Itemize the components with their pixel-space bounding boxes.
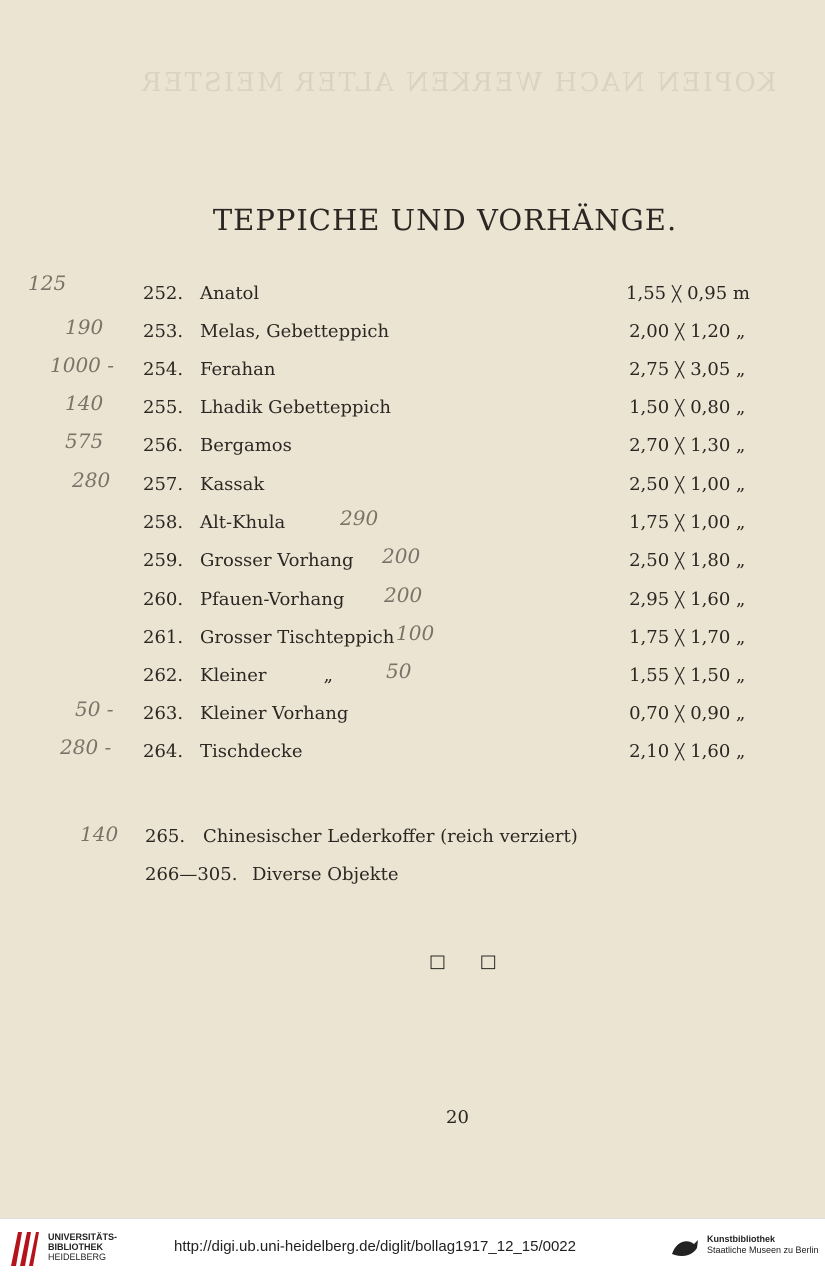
dimension-width: 2,95 <box>629 589 670 610</box>
source-url-link[interactable]: http://digi.ub.uni-heidelberg.de/diglit/bollag1917_12_15/0022 <box>174 1238 576 1255</box>
multiply-icon: ╳ <box>675 667 685 685</box>
page-title: TEPPICHE UND VORHÄNGE. <box>212 203 678 237</box>
dimension-unit: „ <box>736 627 746 648</box>
item-dimensions <box>629 627 750 648</box>
catalog-row <box>0 544 825 580</box>
handwritten-price-note: 290 <box>340 506 379 530</box>
catalog-row <box>0 315 825 351</box>
catalog-row <box>0 429 825 465</box>
item-number: 262. <box>143 665 184 686</box>
item-name: Kassak <box>200 474 265 495</box>
item-name: Pfauen-Vorhang <box>200 589 345 610</box>
item-number: 254. <box>143 359 184 380</box>
handwritten-price-note: 200 <box>382 544 421 568</box>
catalog-row <box>0 583 825 619</box>
dimension-height: 0,95 <box>687 283 728 304</box>
item-number: 257. <box>143 474 184 495</box>
item-dimensions <box>629 550 750 571</box>
dimension-unit: „ <box>736 397 746 418</box>
dimension-width: 2,70 <box>629 435 670 456</box>
handwritten-note: 140 <box>80 822 119 846</box>
dimension-unit: „ <box>736 703 746 724</box>
uni-line: HEIDELBERG <box>48 1252 107 1262</box>
item-name: Diverse Objekte <box>252 864 399 885</box>
item-number: 259. <box>143 550 184 571</box>
handwritten-price-note: 1000 - <box>50 353 115 377</box>
handwritten-price-note: 190 <box>65 315 104 339</box>
item-name: Grosser Tischteppich <box>200 627 395 648</box>
dimension-unit: „ <box>736 589 746 610</box>
dimension-width: 1,75 <box>629 512 670 533</box>
item-dimensions <box>629 359 750 380</box>
item-number: 258. <box>143 512 184 533</box>
multiply-icon: ╳ <box>675 476 685 494</box>
item-name: Alt-Khula <box>200 512 286 533</box>
page-number: 20 <box>446 1107 469 1128</box>
item-number: 255. <box>143 397 184 418</box>
multiply-icon: ╳ <box>675 323 685 341</box>
catalog-row <box>0 391 825 427</box>
catalog-row <box>0 506 825 542</box>
multiply-icon: ╳ <box>675 591 685 609</box>
dimension-width: 1,55 <box>626 283 667 304</box>
footer-bar <box>0 1218 825 1278</box>
multiply-icon: ╳ <box>675 437 685 455</box>
dimension-width: 2,50 <box>629 474 670 495</box>
dimension-unit: „ <box>736 512 746 533</box>
multiply-icon: ╳ <box>675 399 685 417</box>
item-dimensions <box>629 321 750 342</box>
kb-line: Staatliche Museen zu Berlin <box>707 1245 819 1255</box>
dimension-height: 1,30 <box>690 435 731 456</box>
handwritten-price-note: 50 <box>386 659 412 683</box>
item-name: Kleiner „ <box>200 665 334 686</box>
item-name: Grosser Vorhang <box>200 550 354 571</box>
item-name: Anatol <box>200 283 260 304</box>
multiply-icon: ╳ <box>675 514 685 532</box>
item-name: Ferahan <box>200 359 276 380</box>
handwritten-price-note: 100 <box>396 621 435 645</box>
item-dimensions <box>626 283 750 304</box>
dimension-height: 1,70 <box>690 627 731 648</box>
dimension-height: 1,60 <box>690 589 731 610</box>
dimension-width: 1,55 <box>629 665 670 686</box>
item-dimensions <box>629 397 750 418</box>
catalog-row <box>0 353 825 389</box>
handwritten-price-note: 280 <box>72 468 111 492</box>
item-name: Melas, Gebetteppich <box>200 321 390 342</box>
kunstbibliothek-logo-icon <box>670 1234 700 1262</box>
dimension-unit: m <box>732 283 750 304</box>
dimension-width: 2,75 <box>629 359 670 380</box>
item-number: 256. <box>143 435 184 456</box>
item-number: 265. <box>145 826 186 847</box>
item-number: 252. <box>143 283 184 304</box>
item-name: Bergamos <box>200 435 292 456</box>
multiply-icon: ╳ <box>675 361 685 379</box>
uni-line: UNIVERSITÄTS- <box>48 1232 118 1242</box>
uni-line: BIBLIOTHEK <box>48 1242 103 1252</box>
multiply-icon: ╳ <box>675 629 685 647</box>
dimension-height: 1,80 <box>690 550 731 571</box>
dimension-width: 1,75 <box>629 627 670 648</box>
handwritten-price-note: 200 <box>384 583 423 607</box>
item-name: Chinesischer Lederkoffer (reich verziert) <box>203 826 578 847</box>
item-number: 260. <box>143 589 184 610</box>
multiply-icon: ╳ <box>675 743 685 761</box>
dimension-height: 1,20 <box>690 321 731 342</box>
dimension-width: 2,10 <box>629 741 670 762</box>
bleed-through-text: KOPIEN NACH WERKEN ALTER MEISTER <box>140 68 777 98</box>
kunstbibliothek-name <box>707 1234 819 1256</box>
catalog-row <box>0 468 825 504</box>
dimension-width: 0,70 <box>629 703 670 724</box>
item-number: 263. <box>143 703 184 724</box>
multiply-icon: ╳ <box>675 705 685 723</box>
item-range: 266—305. <box>145 864 238 885</box>
item-name: Kleiner Vorhang <box>200 703 349 724</box>
dimension-unit: „ <box>736 474 746 495</box>
dimension-unit: „ <box>736 550 746 571</box>
dimension-unit: „ <box>736 359 746 380</box>
dimension-height: 1,00 <box>690 512 731 533</box>
handwritten-price-note: 125 <box>28 271 67 295</box>
dimension-unit: „ <box>736 321 746 342</box>
item-dimensions <box>629 665 750 686</box>
handwritten-price-note: 140 <box>65 391 104 415</box>
dimension-unit: „ <box>736 741 746 762</box>
item-dimensions <box>629 474 750 495</box>
catalog-row <box>0 271 825 313</box>
item-name: Lhadik Gebetteppich <box>200 397 391 418</box>
multiply-icon: ╳ <box>672 285 682 303</box>
item-dimensions <box>629 512 750 533</box>
item-dimensions <box>629 435 750 456</box>
item-number: 261. <box>143 627 184 648</box>
catalog-row <box>0 735 825 771</box>
dimension-height: 1,00 <box>690 474 731 495</box>
dimension-height: 1,50 <box>690 665 731 686</box>
multiply-icon: ╳ <box>675 552 685 570</box>
dimension-unit: „ <box>736 435 746 456</box>
catalog-row <box>0 621 825 657</box>
handwritten-price-note: 50 - <box>75 697 114 721</box>
dimension-width: 2,50 <box>629 550 670 571</box>
dimension-height: 3,05 <box>690 359 731 380</box>
dimension-width: 1,50 <box>629 397 670 418</box>
decorative-squares: □ □ <box>429 951 511 972</box>
item-dimensions <box>629 589 750 610</box>
dimension-height: 0,80 <box>690 397 731 418</box>
university-library-logo <box>8 1226 40 1271</box>
handwritten-price-note: 575 <box>65 429 104 453</box>
catalog-row <box>0 697 825 733</box>
item-number: 264. <box>143 741 184 762</box>
university-library-name <box>48 1232 117 1262</box>
item-number: 253. <box>143 321 184 342</box>
handwritten-price-note: 280 - <box>60 735 112 759</box>
kb-line: Kunstbibliothek <box>707 1234 775 1244</box>
dimension-unit: „ <box>736 665 746 686</box>
dimension-height: 0,90 <box>690 703 731 724</box>
item-name: Tischdecke <box>200 741 303 762</box>
item-dimensions <box>629 741 750 762</box>
dimension-width: 2,00 <box>629 321 670 342</box>
dimension-height: 1,60 <box>690 741 731 762</box>
item-dimensions <box>629 703 750 724</box>
catalog-row <box>0 659 825 695</box>
